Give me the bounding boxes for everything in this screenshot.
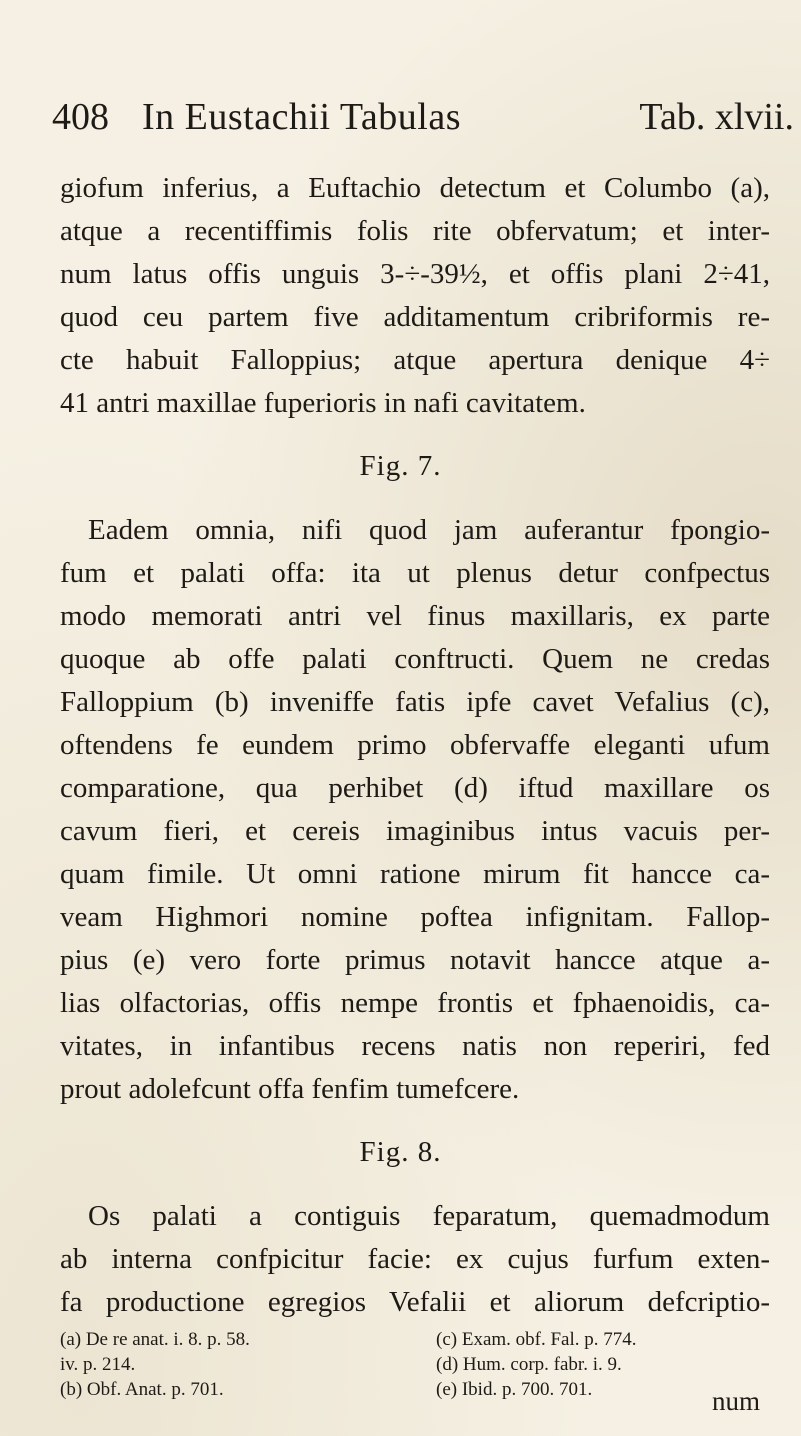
running-title: In Eustachii Tabulas bbox=[142, 96, 462, 138]
text-line: pius (e) vero forte primus notavit hancce atque a- bbox=[60, 944, 770, 976]
footnote: iv. p. 214. bbox=[60, 1354, 136, 1375]
text-line: modo memorati antri vel finus maxillaris, ex parte bbox=[60, 600, 770, 632]
text-line: cavum fieri, et cereis imaginibus intus vacuis per- bbox=[60, 815, 770, 847]
text-line: vitates, in infantibus recens natis non reperiri, fed bbox=[60, 1030, 770, 1062]
text-line: Falloppium (b) inveniffe fatis ipfe cavet Vefalius (c), bbox=[60, 686, 770, 718]
text-line: quoque ab offe palati conftructi. Quem ne credas bbox=[60, 643, 770, 675]
text-line: veam Highmori nomine poftea infignitam. Fallop- bbox=[60, 901, 770, 933]
text-line: Os palati a contiguis feparatum, quemadmodum bbox=[88, 1200, 770, 1232]
text-line: atque a recentiffimis folis rite obfervatum; et inter- bbox=[60, 215, 770, 247]
text-line: cte habuit Falloppius; atque apertura denique 4÷ bbox=[60, 344, 770, 376]
text-line: giofum inferius, a Euftachio detectum et Columbo (a), bbox=[60, 172, 770, 204]
page-header bbox=[52, 92, 794, 142]
footnote: (e) Ibid. p. 700. 701. bbox=[436, 1379, 593, 1400]
page-number: 408 bbox=[52, 96, 109, 138]
text-line: ab interna confpicitur facie: ex cujus furfum exten- bbox=[60, 1243, 770, 1275]
figure-heading: Fig. 8. bbox=[359, 1136, 442, 1168]
footnote: (c) Exam. obf. Fal. p. 774. bbox=[436, 1329, 637, 1350]
catchword: num bbox=[712, 1386, 761, 1416]
text-line: comparatione, qua perhibet (d) iftud maxillare os bbox=[60, 772, 770, 804]
text-line: lias olfactorias, offis nempe frontis et fphaenoidis, ca- bbox=[60, 987, 770, 1019]
footnote: (a) De re anat. i. 8. p. 58. bbox=[60, 1329, 250, 1350]
figure-heading: Fig. 7. bbox=[359, 450, 442, 482]
text-line: quod ceu partem five additamentum cribriformis re- bbox=[60, 301, 770, 333]
table-reference: Tab. xlvii. bbox=[639, 96, 794, 138]
text-line: oftendens fe eundem primo obfervaffe eleganti ufum bbox=[60, 729, 770, 761]
text-line: prout adolefcunt offa fenfim tumefcere. bbox=[60, 1073, 520, 1105]
footnote: (b) Obf. Anat. p. 701. bbox=[60, 1379, 224, 1400]
text-line: fa productione egregios Vefalii et aliorum defcriptio- bbox=[60, 1286, 770, 1318]
text-line: 41 antri maxillae fuperioris in nafi cavitatem. bbox=[60, 387, 586, 419]
text-line: num latus offis unguis 3-÷-39½, et offis plani 2÷41, bbox=[60, 258, 770, 290]
text-line: quam fimile. Ut omni ratione mirum fit hancce ca- bbox=[60, 858, 770, 890]
text-line: Eadem omnia, nifi quod jam auferantur fpongio- bbox=[88, 514, 770, 546]
text-line: fum et palati offa: ita ut plenus detur confpectus bbox=[60, 557, 770, 589]
footnote: (d) Hum. corp. fabr. i. 9. bbox=[436, 1354, 622, 1375]
